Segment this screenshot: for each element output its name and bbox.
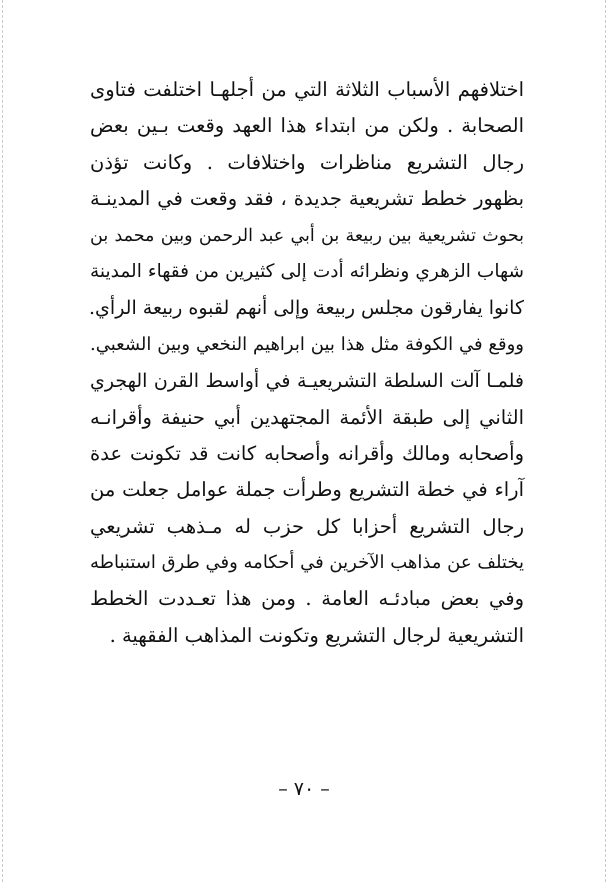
scan-edge-left: [2, 0, 3, 882]
text-line-11: وأصحابه ومالك وأقرانه وأصحابه كانت قد تكونت عدة: [90, 441, 524, 465]
text-line-15: وفي بعض مبادئـه العامة . ومن هذا تعـددت الخطط: [90, 587, 524, 611]
page-number: – ٧٠ –: [278, 778, 330, 800]
text-line-7: كانوا يفارقون مجلس ربيعة وإلى أنهم لقبوه ربيعة الرأي.: [89, 297, 524, 320]
body-text: [90, 72, 524, 654]
scan-edge-right: [605, 0, 606, 882]
text-line-12: آراء في خطة التشريع وطرأت جملة عوامل جعلت من: [90, 478, 524, 502]
text-line-10: الثاني إلى طبقة الأئمة المجتهدين أبي حنيفة وأقرانـه: [90, 405, 524, 429]
text-line-14: يختلف عن مذاهب الآخرين في أحكامه وفي طرق استنباطه: [90, 552, 524, 574]
text-line-13: رجال التشريع أحزابا كل حزب له مـذهب تشريعي: [90, 514, 524, 538]
text-line-1: اختلافهم الأسباب الثلاثة التي من أجلهـا اختلفت فتاوى: [90, 78, 524, 101]
text-line-8: ووقع في الكوفة مثل هذا بين ابراهيم النخعي وبين الشعبي.: [90, 333, 524, 355]
text-line-5: بحوث تشريعية بين ربيعة بن أبي عبد الرحمن وبين محمد بن: [90, 225, 524, 246]
text-line-3: رجال التشريع مناظرات واختلافات . وكانت تؤذن: [90, 150, 524, 174]
text-line-4: بظهور خطط تشريعية جديدة ، فقد وقعت في المدينـة: [90, 187, 524, 211]
text-line-9: فلمـا آلت السلطة التشريعيـة في أواسط القرن الهجري: [90, 370, 524, 393]
text-line-6: شهاب الزهري ونظرائه أدت إلى كثيرين من فقهاء المدينة: [90, 260, 524, 282]
text-line-16: التشريعية لرجال التشريع وتكونت المذاهب الفقهية .: [109, 623, 524, 647]
text-line-2: الصحابة . ولكن من ابتداء هذا العهد وقعت بـين بعض: [90, 114, 524, 138]
